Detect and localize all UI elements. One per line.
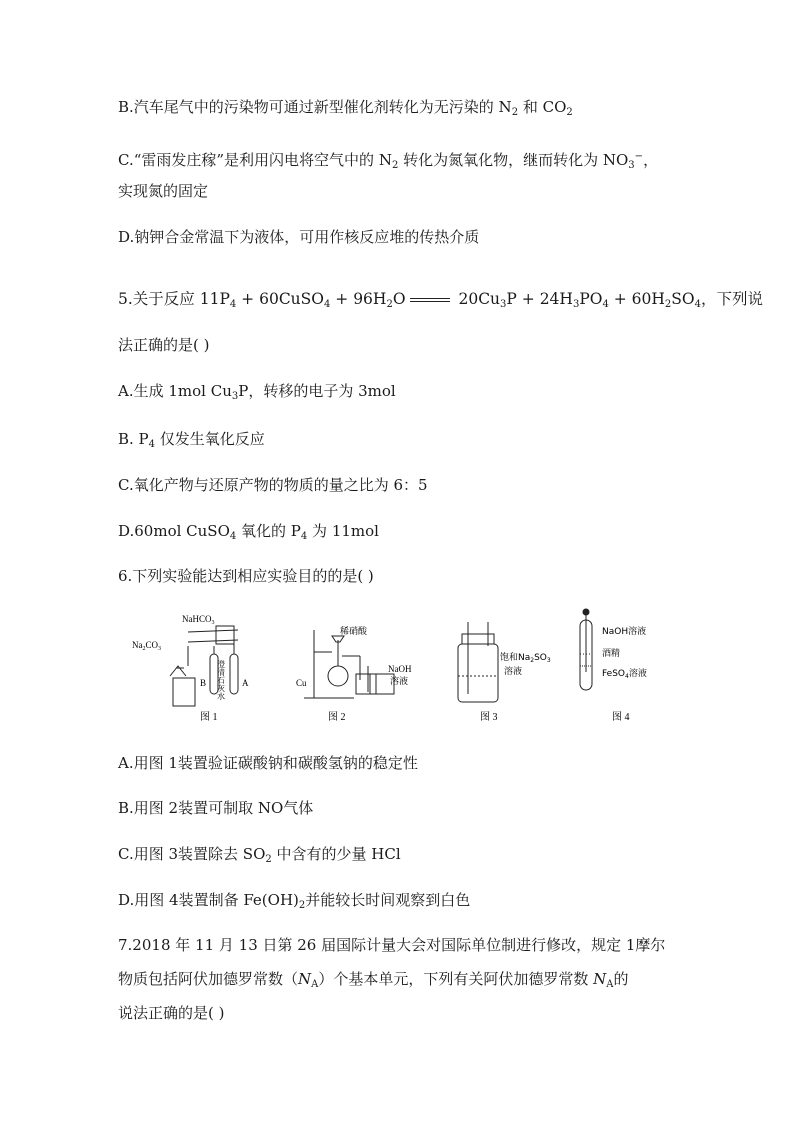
reaction-equals-sign [410, 298, 450, 302]
svg-text:A: A [242, 678, 249, 688]
figure-3-caption: 图 3 [480, 712, 498, 723]
svg-text:Na2CO3: $Na_2CO_3$ [132, 640, 162, 652]
figure-2-caption: 图 2 [328, 712, 346, 723]
option-6c: C.用图 3装置除去 $SO_2$ 中含有的少量 HCl [118, 845, 401, 865]
svg-text:澄清石灰水: 澄清石灰水 [216, 660, 226, 700]
question-6-stem: 6.下列实验能达到相应实验目的的是( ) [118, 567, 374, 585]
question-5-stem: 5.关于反应 $11P_4$ + 60CuSO$_4$ + $96H_2O$ $20Cu_3P + 24H_3PO_4 + 60H_2SO_4$，下列说 [118, 290, 764, 310]
option-5b: B. $P_4$ 仅发生氧化反应 [118, 430, 265, 450]
figure-2-apparatus [304, 630, 394, 698]
svg-text:饱和Na2SO3: 饱和$Na_2SO_3$ [500, 653, 551, 664]
figure-1-caption: 图 1 [200, 712, 218, 723]
svg-text:NaOH溶液: NaOH溶液 [602, 627, 647, 637]
figure-4-caption: 图 4 [612, 712, 630, 723]
svg-text:NaOH: NaOH [388, 664, 412, 674]
figure-4-apparatus [580, 609, 592, 690]
figure-3-apparatus [458, 622, 498, 702]
svg-text:Cu: Cu [296, 678, 307, 688]
question-5-stem-continued: 法正确的是( ) [118, 336, 210, 354]
option-5d: D.60mol CuSO$_4$ 氧化的 $P_4$ 为 11mol [118, 522, 379, 542]
svg-text:溶液: 溶液 [504, 667, 523, 677]
option-4c: C.“雷雨发庄稼”是利用闪电将空气中的 $N_2$ 转化为氮氧化物，继而转化为 $NO_3^-$， [118, 151, 659, 171]
svg-text:NaHCO3: NaHCO$_3$ [182, 614, 215, 626]
figure-1-labels [132, 614, 249, 700]
option-6a: A.用图 1装置验证碳酸钠和碳酸氢钠的稳定性 [118, 754, 418, 772]
svg-text:B: B [200, 678, 207, 688]
svg-text:溶液: 溶液 [390, 677, 409, 687]
figure-3-labels [500, 651, 551, 677]
figure-1-apparatus [170, 626, 238, 706]
figure-4-labels [602, 625, 647, 680]
option-6d: D.用图 4装置制备 $Fe(OH)_2$并能较长时间观察到白色 [118, 891, 471, 911]
question-7-stem-end: 说法正确的是( ) [118, 1004, 225, 1022]
svg-text:FeSO4溶液: FeSO$_4$溶液 [602, 669, 647, 680]
option-4d: D.钠钾合金常温下为液体，可用作核反应堆的传热介质 [118, 228, 480, 246]
option-5a: A.生成 1mol $Cu_3P$，转移的电子为 3mol [118, 382, 396, 402]
option-4b: B.汽车尾气中的污染物可通过新型催化剂转化为无污染的 $N_2$ 和 $CO_2$ [118, 98, 573, 118]
question-7-stem-continued: 物质包括阿伏加德罗常数$(N_A)$个基本单元，下列有关阿伏加德罗常数 $N_A$的 [118, 970, 629, 990]
experiment-figures [118, 606, 678, 731]
option-4c-continued: 实现氮的固定 [118, 182, 209, 200]
option-6b: B.用图 2装置可制取 NO气体 [118, 799, 314, 817]
question-7-stem: 7.2018 年 11 月 13 日第 26 届国际计量大会对国际单位制进行修改，规定 1摩尔 [118, 936, 666, 954]
svg-text:稀硝酸: 稀硝酸 [340, 627, 368, 637]
option-5c: C.氧化产物与还原产物的物质的量之比为 6：5 [118, 476, 428, 494]
svg-text:酒精: 酒精 [602, 649, 621, 659]
